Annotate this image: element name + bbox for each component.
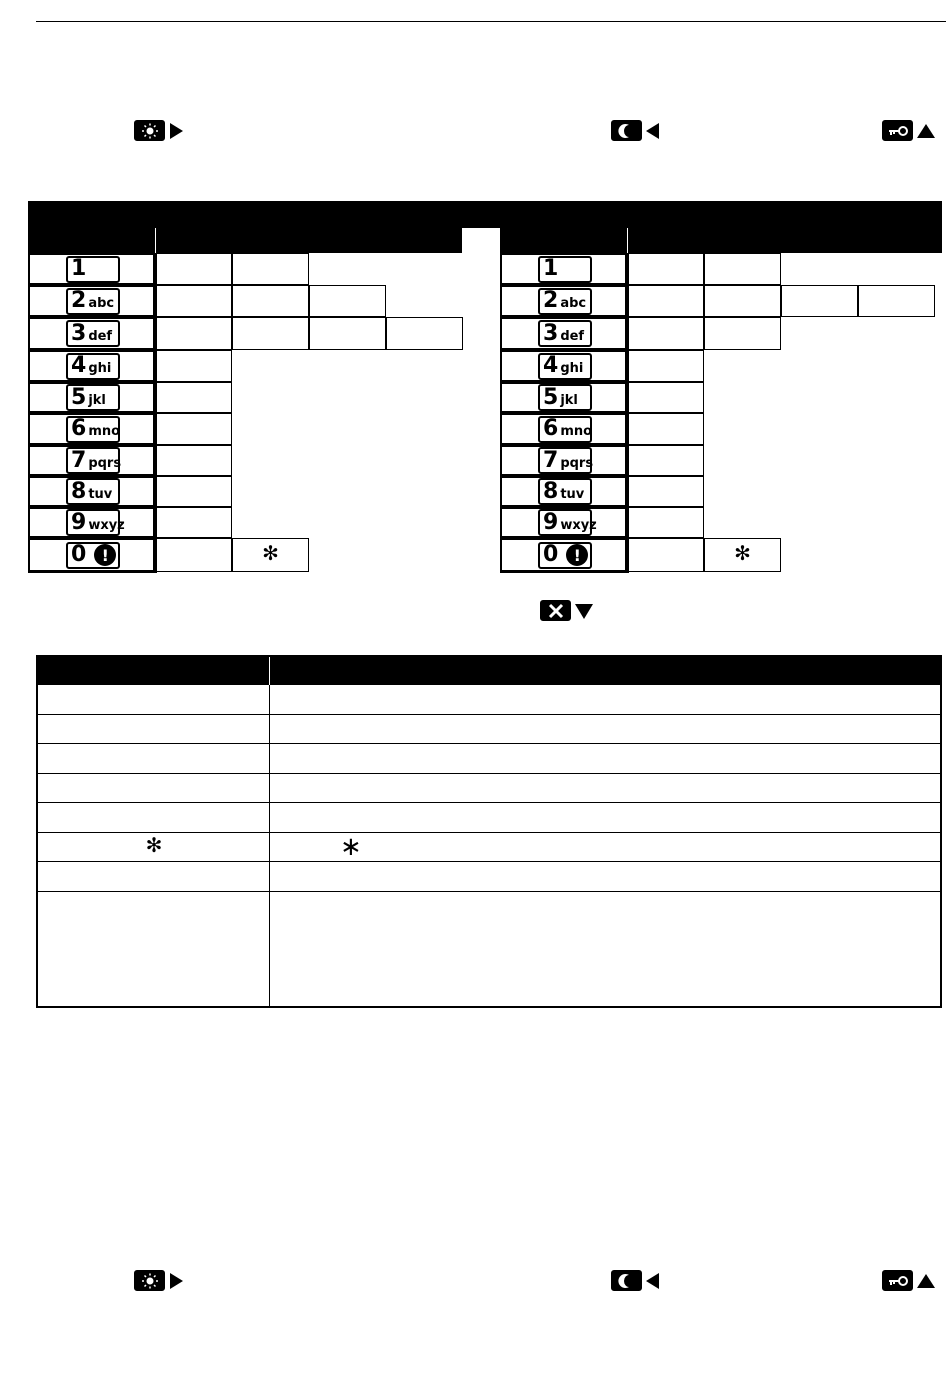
key-column-outline <box>28 253 157 573</box>
star-symbol: ✻ <box>262 541 279 565</box>
description-table-header <box>38 657 940 685</box>
key-digit: 4 <box>543 353 559 378</box>
key-digit: 1 <box>71 256 87 281</box>
key-digit: 9 <box>71 509 87 535</box>
sun-right-arrow-icon <box>134 120 184 141</box>
key-letters: mno <box>560 424 593 439</box>
key-digit: 8 <box>71 478 87 504</box>
value-cell <box>155 285 232 317</box>
table-row <box>38 714 940 715</box>
key-letters: pqrs <box>88 455 122 471</box>
value-cell <box>155 253 232 285</box>
key-letters: jkl <box>560 392 578 408</box>
key-digit: 3 <box>543 320 559 346</box>
asterisk-symbol: ∗ <box>340 832 362 862</box>
value-cell <box>627 253 704 285</box>
value-cell <box>155 382 232 413</box>
key-letters: wxyz <box>88 517 125 533</box>
key-letters: wxyz <box>560 517 597 533</box>
value-cell <box>627 382 704 413</box>
key-digit: 4 <box>71 353 87 378</box>
value-cell <box>627 445 704 476</box>
key-letters: tuv <box>560 486 585 502</box>
key-letters: abc <box>88 296 115 311</box>
star-symbol: ✻ <box>734 541 751 565</box>
value-cell <box>627 317 704 350</box>
key-digit: 8 <box>543 478 559 504</box>
key-letters: jkl <box>88 392 106 408</box>
key-digit: 2 <box>71 288 87 313</box>
table-row <box>38 861 940 862</box>
key-letters: abc <box>560 296 587 311</box>
value-cell <box>386 317 463 350</box>
value-cell <box>309 285 386 317</box>
key-digit: 7 <box>543 447 559 473</box>
value-cell <box>155 445 232 476</box>
value-cell <box>232 538 309 572</box>
x-down-arrow-icon <box>540 600 594 621</box>
key-letters: def <box>560 328 585 344</box>
value-cell <box>155 538 232 572</box>
moon-left-arrow-icon <box>611 1270 661 1291</box>
value-cell <box>627 507 704 538</box>
top-rule <box>36 21 946 22</box>
star-symbol: ✻ <box>145 833 163 857</box>
key-digit: 3 <box>71 320 87 346</box>
sun-right-arrow-icon <box>134 1270 184 1291</box>
key-digit: 6 <box>543 416 559 441</box>
key-digit: 7 <box>71 447 87 473</box>
key-letters: ghi <box>88 361 112 376</box>
value-cell <box>232 285 309 317</box>
table-row <box>38 802 940 803</box>
keypad-right-subheader <box>500 228 942 253</box>
value-cell <box>309 317 386 350</box>
value-cell <box>704 317 781 350</box>
value-cell <box>704 538 781 572</box>
keypad-table-header <box>28 201 942 228</box>
keypad-left-subheader <box>28 228 462 253</box>
key-digit: 0 <box>71 542 87 567</box>
description-table <box>36 655 942 1008</box>
table-row <box>38 891 940 892</box>
value-cell <box>155 350 232 382</box>
value-cell <box>627 413 704 445</box>
key-up-arrow-icon <box>882 1270 936 1291</box>
key-digit: 6 <box>71 416 87 441</box>
key-digit: 0 <box>543 542 559 567</box>
key-digit: 5 <box>71 384 87 410</box>
key-letters: pqrs <box>560 455 594 471</box>
key-letters: tuv <box>88 486 113 502</box>
key-digit: 2 <box>543 288 559 313</box>
value-cell <box>627 350 704 382</box>
value-cell <box>155 476 232 507</box>
value-cell <box>232 317 309 350</box>
value-cell <box>704 285 781 317</box>
exclamation-icon: ! <box>566 544 588 566</box>
value-cell <box>155 413 232 445</box>
table-row <box>38 743 940 744</box>
key-digit: 1 <box>543 256 559 281</box>
moon-left-arrow-icon <box>611 120 661 141</box>
table-row <box>38 773 940 774</box>
key-up-arrow-icon <box>882 120 936 141</box>
value-cell <box>704 253 781 285</box>
value-cell <box>627 476 704 507</box>
value-cell <box>232 253 309 285</box>
value-cell <box>781 285 858 317</box>
table-row <box>38 832 940 833</box>
key-letters: def <box>88 328 113 344</box>
value-cell <box>155 317 232 350</box>
value-cell <box>155 507 232 538</box>
key-letters: mno <box>88 424 121 439</box>
key-letters: ghi <box>560 361 584 376</box>
value-cell <box>627 538 704 572</box>
exclamation-icon: ! <box>94 544 116 566</box>
value-cell <box>858 285 935 317</box>
key-digit: 9 <box>543 509 559 535</box>
key-column-outline <box>500 253 629 573</box>
key-digit: 5 <box>543 384 559 410</box>
value-cell <box>627 285 704 317</box>
